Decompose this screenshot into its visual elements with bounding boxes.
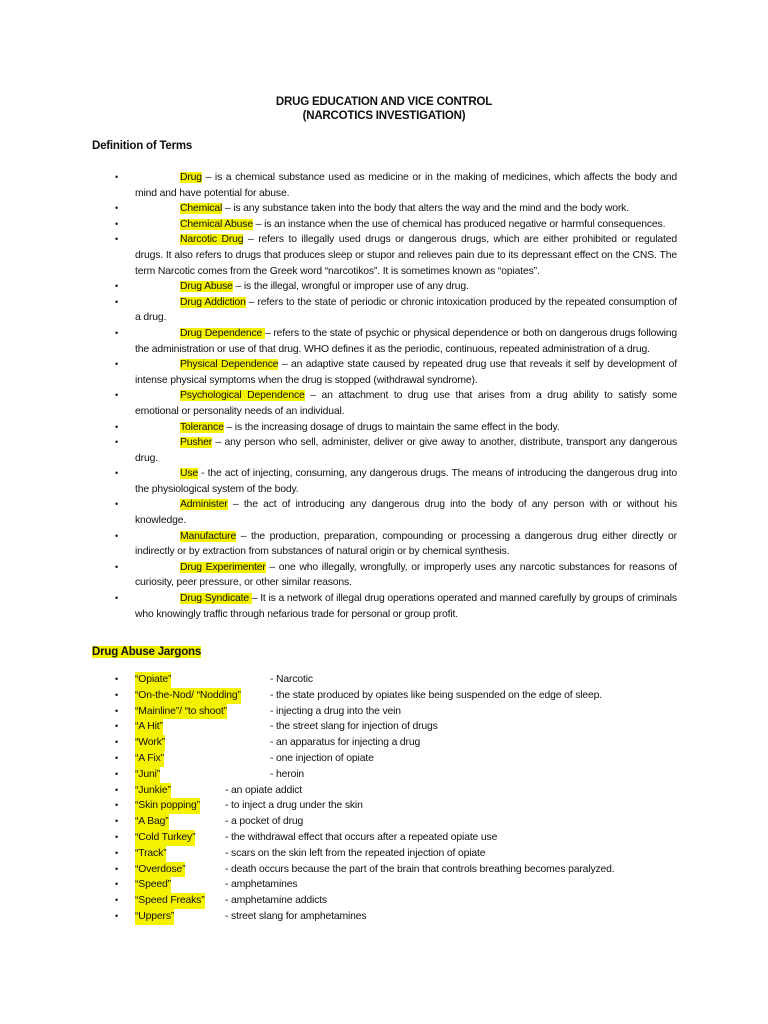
document-title-line1: DRUG EDUCATION AND VICE CONTROL xyxy=(275,96,493,108)
jargon-item xyxy=(0,783,768,799)
definition-text: – the production, preparation, compounding or processing a dangerous drug either directly or indirectly or by extraction from substances of natural origin or by chemical synthesis. xyxy=(135,530,677,558)
definition-item xyxy=(115,420,677,436)
definition-item xyxy=(115,326,678,357)
definition-term: Drug xyxy=(180,172,202,183)
definition-text: – It is a network of illegal drug operations operated and manned carefully by groups of criminals who knowingly traffic through nefarious trade for personal or group profit. xyxy=(135,593,677,620)
section-heading-definitions: Definition of Terms xyxy=(92,140,193,152)
definition-term: Drug Abuse xyxy=(180,281,233,293)
bullet-icon: • xyxy=(115,768,119,779)
bullet-icon: • xyxy=(115,674,119,684)
definition-body xyxy=(135,232,677,279)
definition-body xyxy=(135,357,677,388)
jargon-meaning: - amphetamine addicts xyxy=(225,895,327,907)
bullet-icon: • xyxy=(115,895,119,906)
definition-term: Tolerance xyxy=(180,421,224,433)
jargon-term: “Cold Turkey” xyxy=(135,830,195,846)
definition-item xyxy=(115,466,677,497)
bullet-icon: • xyxy=(115,784,119,795)
bullet-icon: • xyxy=(115,737,119,748)
jargon-meaning: - death occurs because the part of the brain that controls breathing becomes paralyzed. xyxy=(225,863,615,875)
bullet-icon: • xyxy=(115,816,119,827)
jargon-meaning: - one injection of opiate xyxy=(270,752,374,764)
jargon-item xyxy=(0,688,768,704)
definition-body xyxy=(135,420,677,436)
definition-body xyxy=(135,279,677,295)
definition-body xyxy=(135,201,677,217)
definition-term: Chemical Abuse xyxy=(180,218,253,230)
jargon-meaning: - the street slang for injection of drugs xyxy=(270,721,438,733)
bullet-icon: • xyxy=(115,172,119,182)
definition-text: – one who illegally, wrongfully, or improperly uses any narcotic substances for reasons of curiosity, peer pressure, or other similar reasons. xyxy=(135,561,678,589)
jargon-meaning: - amphetamines xyxy=(225,879,298,891)
bullet-icon: • xyxy=(115,234,119,245)
definition-text: – refers to the state of periodic or chronic intoxication produced by the repeated consumption of a drug. xyxy=(135,296,677,324)
jargon-term: “Overdose” xyxy=(135,862,185,878)
jargon-meaning: - Narcotic xyxy=(270,674,313,685)
definition-body xyxy=(135,217,677,233)
bullet-icon: • xyxy=(115,281,119,292)
bullet-icon: • xyxy=(115,561,119,572)
definition-term: Drug Syndicate xyxy=(180,593,252,605)
jargon-meaning: - an apparatus for injecting a drug xyxy=(270,737,421,749)
jargon-item xyxy=(0,893,768,909)
jargon-meaning: - to inject a drug under the skin xyxy=(225,800,363,812)
jargon-term: “Juni” xyxy=(135,767,160,783)
bullet-icon: • xyxy=(115,593,119,604)
definition-text: – is an instance when the use of chemical has produced negative or harmful consequences. xyxy=(252,218,666,230)
definition-text: – the act of introducing any dangerous drug into the body of any person with or without his knowledge. xyxy=(135,499,677,527)
bullet-icon: • xyxy=(115,296,119,307)
jargon-meaning: - an opiate addict xyxy=(225,784,303,796)
jargon-item xyxy=(0,751,768,767)
bullet-icon: • xyxy=(115,705,119,716)
jargon-item xyxy=(0,877,768,893)
jargon-term: “Mainline”/ “to shoot” xyxy=(135,704,227,720)
jargon-meaning: - injecting a drug into the vein xyxy=(270,705,401,717)
jargon-term: “Opiate” xyxy=(135,672,171,688)
jargon-term: “Junkie” xyxy=(135,783,171,799)
definition-body xyxy=(135,497,677,528)
jargons-heading-text: Drug Abuse Jargons xyxy=(92,646,202,658)
bullet-icon: • xyxy=(115,721,119,732)
document-title-line2: (NARCOTICS INVESTIGATION) xyxy=(302,110,466,122)
jargon-item xyxy=(0,798,768,814)
definition-body xyxy=(135,466,677,497)
definition-term: Manufacture xyxy=(180,530,237,542)
bullet-icon: • xyxy=(115,499,119,510)
definition-term: Use xyxy=(180,468,199,480)
jargon-meaning: - the withdrawal effect that occurs after a repeated opiate use xyxy=(225,831,498,843)
jargon-item xyxy=(0,704,768,720)
definition-term: Drug Dependence xyxy=(180,327,265,339)
definition-item xyxy=(115,279,677,295)
jargon-term: “Speed” xyxy=(135,877,171,893)
bullet-icon: • xyxy=(115,421,119,432)
definition-item xyxy=(115,388,677,419)
definition-item xyxy=(115,217,677,233)
definition-item xyxy=(115,295,677,326)
bullet-icon: • xyxy=(115,530,119,541)
definition-body xyxy=(135,560,677,591)
jargon-item xyxy=(0,862,768,878)
definition-text: – any person who sell, administer, deliver or give away to another, distribute, transport any dangerous drug. xyxy=(135,437,677,464)
bullet-icon: • xyxy=(115,831,119,842)
bullet-icon: • xyxy=(115,359,119,370)
bullet-icon: • xyxy=(115,910,119,921)
definition-item xyxy=(115,560,678,591)
bullet-icon: • xyxy=(115,752,119,763)
jargon-term: “Skin popping” xyxy=(135,798,200,814)
bullet-icon: • xyxy=(115,863,119,874)
definition-item xyxy=(115,497,677,528)
definition-term: Chemical xyxy=(180,203,223,215)
definitions-list xyxy=(0,170,768,622)
jargon-meaning: - scars on the skin left from the repeated injection of opiate xyxy=(225,847,486,859)
jargon-item xyxy=(0,846,768,862)
definition-term: Drug Experimenter xyxy=(180,561,266,573)
definition-text: – refers to the state of psychic or physical dependence or both on dangerous drugs following the administration or use of that drug. WHO defines it as the periodic, continuous, repeated administration of a drug. xyxy=(135,327,678,355)
definition-body xyxy=(135,388,677,419)
definition-text: – is the illegal, wrongful or improper use of any drug. xyxy=(232,281,469,293)
jargon-term: “Track” xyxy=(135,846,166,862)
bullet-icon: • xyxy=(115,327,119,338)
jargon-item xyxy=(0,719,768,735)
definition-item xyxy=(115,357,677,388)
section-heading-jargons xyxy=(92,646,201,658)
definition-body xyxy=(135,326,677,357)
definition-item xyxy=(115,170,677,201)
jargon-meaning: - street slang for amphetamines xyxy=(225,910,367,922)
bullet-icon: • xyxy=(115,390,119,401)
definition-term: Drug Addiction xyxy=(180,296,246,308)
jargon-term: “On-the-Nod/ “Nodding” xyxy=(135,688,241,704)
jargon-meaning: - a pocket of drug xyxy=(225,816,304,828)
definition-text: – is the increasing dosage of drugs to maintain the same effect in the body. xyxy=(223,421,560,433)
jargon-item xyxy=(0,909,768,925)
definition-body xyxy=(135,529,677,560)
jargon-term: “A Fix” xyxy=(135,751,164,767)
jargons-list xyxy=(0,672,768,925)
jargon-term: “Work” xyxy=(135,735,165,751)
definition-text: – refers to illegally used drugs or dangerous drugs, which are either prohibited or regulated drugs. It also refers to drugs that produces sleep or stupor and relieves pain due to its depressant effect on the CNS. The term Narcotic comes from the Greek word “narcotikos”. It is sometimes known as “opiates”. xyxy=(135,234,677,277)
definition-body xyxy=(135,591,677,622)
definition-body xyxy=(135,170,677,201)
definition-text: – an attachment to drug use that arises from a drug ability to satisfy some emotional or personality needs of an individual. xyxy=(135,390,677,417)
definition-text: – is a chemical substance used as medicine or in the making of medicines, which affects the body and mind and have potential for abuse. xyxy=(135,172,677,199)
definition-item xyxy=(115,232,677,279)
bullet-icon: • xyxy=(115,689,119,700)
jargon-item xyxy=(0,767,768,783)
definition-item xyxy=(115,591,677,622)
definition-text: - the act of injecting, consuming, any dangerous drugs. The means of introducing the dangerous drug into the physiological system of the body. xyxy=(135,468,677,495)
definition-term: Physical Dependence xyxy=(180,359,279,371)
definition-item xyxy=(115,435,677,466)
jargon-meaning: - heroin xyxy=(270,768,305,780)
definition-text: – is any substance taken into the body that alters the way and the mind and the body work. xyxy=(222,203,629,215)
bullet-icon: • xyxy=(115,879,119,890)
jargon-item xyxy=(0,814,768,830)
bullet-icon: • xyxy=(115,437,119,448)
definition-term: Narcotic Drug xyxy=(180,234,244,246)
definition-item xyxy=(115,201,677,217)
jargon-item xyxy=(0,830,768,846)
definition-term: Pusher xyxy=(180,437,213,449)
jargon-item xyxy=(0,672,768,688)
jargon-term: “Uppers” xyxy=(135,909,174,925)
jargon-term: “A Bag” xyxy=(135,814,169,830)
bullet-icon: • xyxy=(115,847,119,858)
bullet-icon: • xyxy=(115,203,119,214)
definition-body xyxy=(135,435,677,466)
jargon-meaning: - the state produced by opiates like being suspended on the edge of sleep. xyxy=(270,689,603,701)
definition-item xyxy=(115,529,677,560)
bullet-icon: • xyxy=(115,800,119,811)
definition-text: – an adaptive state caused by repeated drug use that reveals it self by development of intense physical symptoms when the drug is stopped (withdrawal syndrome). xyxy=(135,359,677,386)
jargon-item xyxy=(0,735,768,751)
bullet-icon: • xyxy=(115,468,119,479)
definition-body xyxy=(135,295,677,326)
jargon-term: “Speed Freaks” xyxy=(135,893,205,909)
definition-term: Administer xyxy=(180,499,228,511)
jargon-term: “A Hit” xyxy=(135,719,163,735)
bullet-icon: • xyxy=(115,218,119,229)
definition-term: Psychological Dependence xyxy=(180,390,305,402)
